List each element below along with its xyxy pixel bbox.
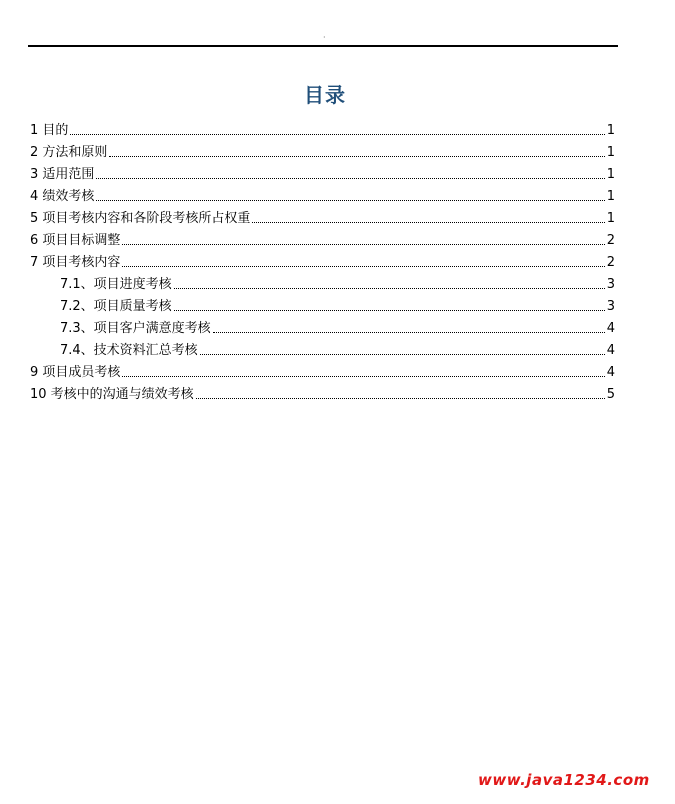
toc-leader-dots — [213, 332, 605, 333]
toc-entry-text: 3 适用范围 — [30, 167, 95, 182]
toc-entry-page: 3 — [606, 299, 615, 314]
toc-entry-7[interactable] — [30, 249, 615, 271]
toc-entry-page: 2 — [606, 255, 615, 270]
toc-entry-text: 4 绩效考核 — [30, 189, 95, 204]
toc-list — [30, 117, 615, 403]
toc-leader-dots — [200, 354, 605, 355]
toc-entry-page: 1 — [606, 145, 615, 160]
toc-entry-page: 1 — [606, 167, 615, 182]
toc-entry-10[interactable] — [30, 381, 615, 403]
toc-leader-dots — [96, 200, 604, 201]
toc-entry-7-1[interactable] — [30, 271, 615, 293]
toc-entry-text: 2 方法和原则 — [30, 145, 108, 160]
toc-leader-dots — [109, 156, 604, 157]
toc-entry-page: 5 — [606, 387, 615, 402]
toc-entry-3[interactable] — [30, 161, 615, 183]
toc-entry-4[interactable] — [30, 183, 615, 205]
toc-entry-text: 10 考核中的沟通与绩效考核 — [30, 387, 194, 402]
toc-leader-dots — [122, 244, 604, 245]
header-rule — [28, 45, 618, 47]
header-mark: · — [323, 33, 326, 42]
toc-leader-dots — [122, 376, 604, 377]
toc-entry-2[interactable] — [30, 139, 615, 161]
toc-leader-dots — [252, 222, 604, 223]
toc-entry-7-2[interactable] — [30, 293, 615, 315]
toc-leader-dots — [174, 310, 605, 311]
toc-entry-text: 7.1、项目进度考核 — [60, 277, 172, 292]
toc-title: 目录 — [304, 83, 346, 107]
toc-entry-page: 3 — [606, 277, 615, 292]
toc-entry-page: 1 — [606, 189, 615, 204]
toc-entry-page: 1 — [606, 211, 615, 226]
toc-leader-dots — [70, 134, 604, 135]
toc-leader-dots — [174, 288, 605, 289]
toc-entry-text: 6 项目目标调整 — [30, 233, 121, 248]
toc-entry-text: 9 项目成员考核 — [30, 365, 121, 380]
watermark-url: www.java1234.com — [478, 771, 650, 789]
toc-entry-1[interactable] — [30, 117, 615, 139]
toc-entry-7-4[interactable] — [30, 337, 615, 359]
toc-entry-page: 4 — [606, 321, 615, 336]
toc-entry-text: 7.2、项目质量考核 — [60, 299, 172, 314]
toc-leader-dots — [122, 266, 604, 267]
toc-entry-text: 7.3、项目客户满意度考核 — [60, 321, 211, 336]
toc-entry-text: 1 目的 — [30, 123, 69, 138]
toc-entry-page: 2 — [606, 233, 615, 248]
toc-entry-text: 7.4、技术资料汇总考核 — [60, 343, 198, 358]
toc-entry-page: 4 — [606, 343, 615, 358]
toc-entry-9[interactable] — [30, 359, 615, 381]
toc-entry-page: 4 — [606, 365, 615, 380]
toc-entry-6[interactable] — [30, 227, 615, 249]
toc-leader-dots — [96, 178, 604, 179]
toc-entry-7-3[interactable] — [30, 315, 615, 337]
toc-entry-text: 7 项目考核内容 — [30, 255, 121, 270]
toc-entry-5[interactable] — [30, 205, 615, 227]
toc-entry-text: 5 项目考核内容和各阶段考核所占权重 — [30, 211, 251, 226]
toc-leader-dots — [196, 398, 605, 399]
toc-entry-page: 1 — [606, 123, 615, 138]
